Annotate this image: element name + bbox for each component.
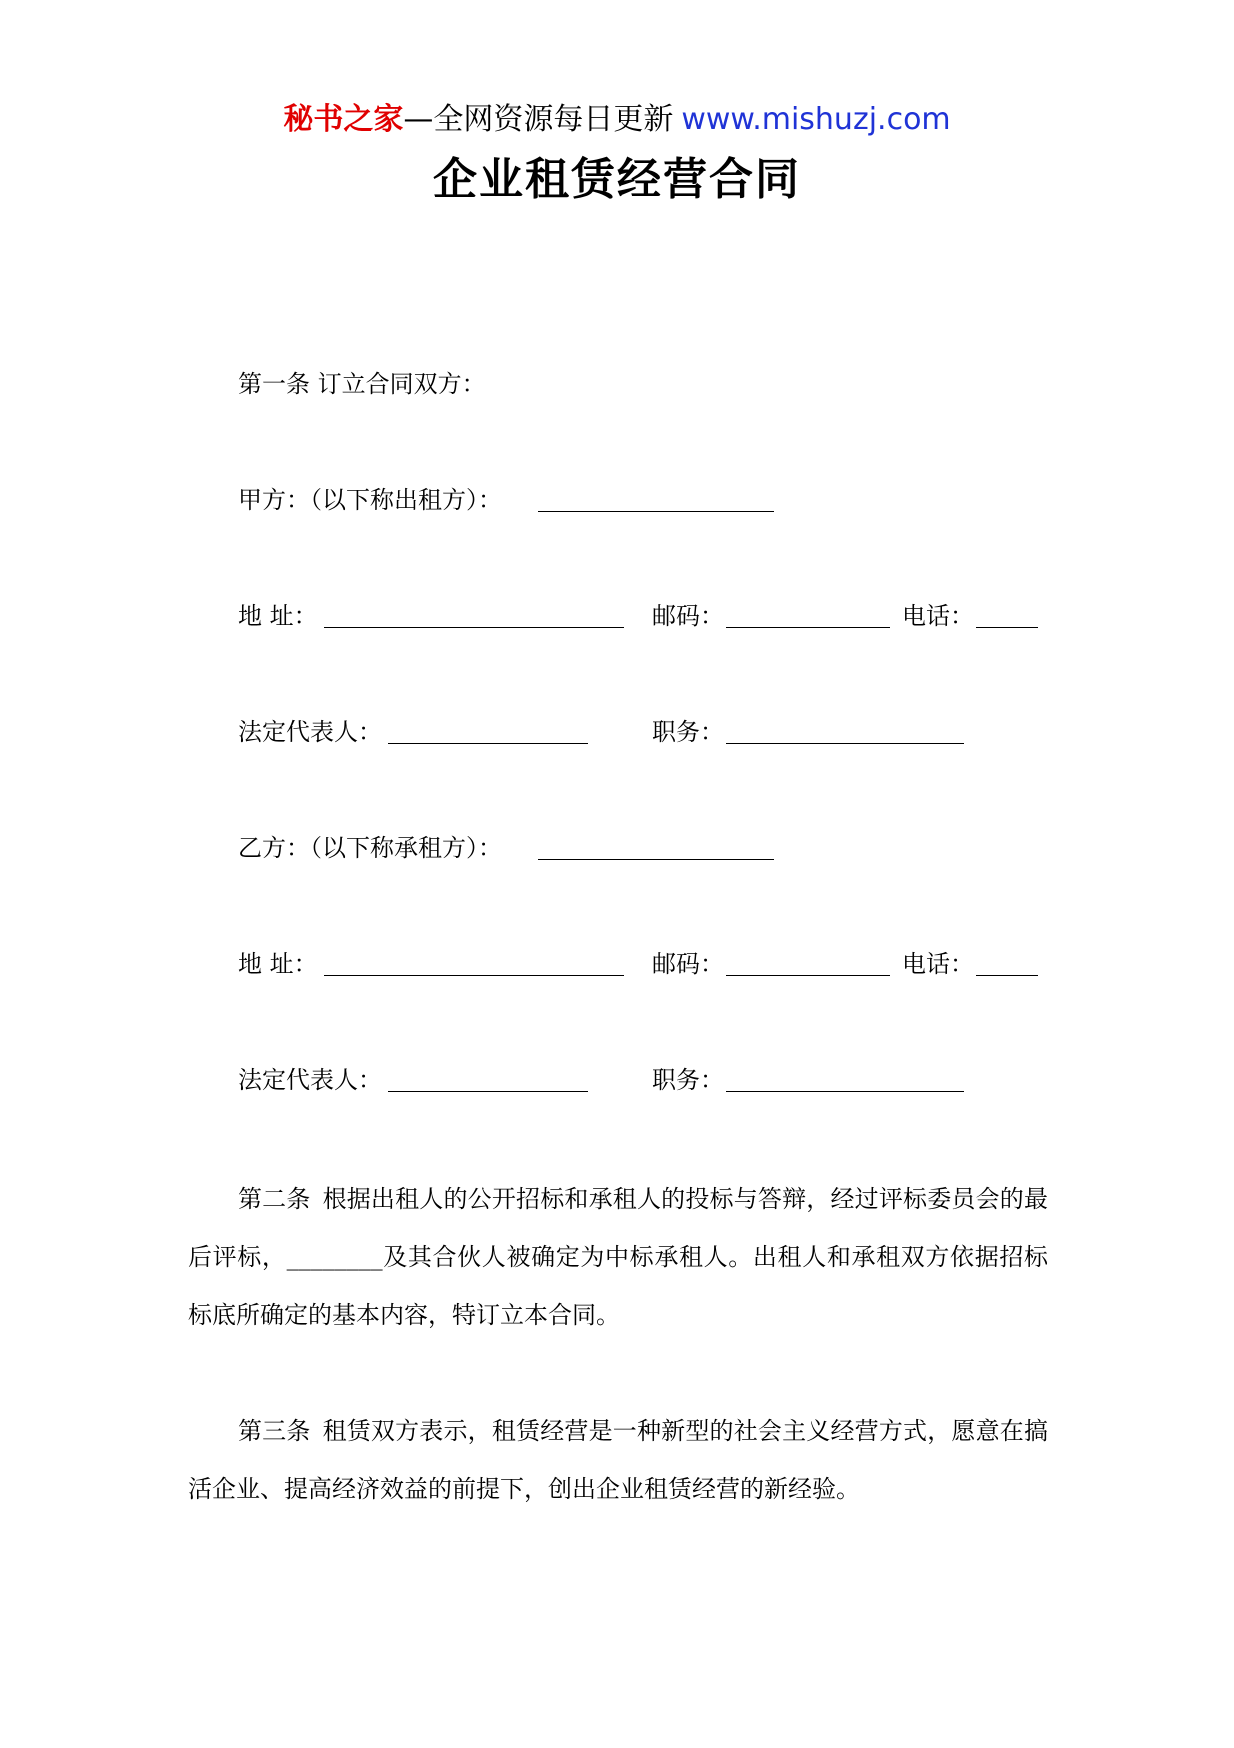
party-a-address-blank[interactable] [324,627,624,628]
party-a-postcode-label: 邮码： [652,602,724,630]
party-b-label: 乙方：（以下称承租方）： [238,834,502,862]
party-a-rep-label: 法定代表人： [238,718,382,746]
party-a-label: 甲方：（以下称出租方）： [238,486,502,514]
party-b-address-blank[interactable] [324,975,624,976]
party-b-rep-label: 法定代表人： [238,1066,382,1094]
party-b-name-blank[interactable] [538,859,774,860]
party-a-name-blank[interactable] [538,511,774,512]
article-1-heading-text: 第一条 订立合同双方： [238,370,486,398]
site-url-link[interactable]: www.mishuzj.com [681,102,951,137]
party-a-position-label: 职务： [652,718,724,746]
article-3-number: 第三条 [238,1417,311,1445]
party-a-phone-label: 电话： [902,602,974,630]
party-b-phone-blank[interactable] [976,975,1038,976]
party-b-rep-blank[interactable] [388,1091,588,1092]
article-2-number: 第二条 [238,1185,311,1213]
party-b-position-blank[interactable] [726,1091,964,1092]
party-a-phone-blank[interactable] [976,627,1038,628]
party-a-rep-blank[interactable] [388,743,588,744]
header-slogan: —全网资源每日更新 [403,102,674,137]
article-3-paragraph [188,1402,1048,1518]
party-a-address-label: 地 址： [238,602,318,630]
party-b-phone-label: 电话： [902,950,974,978]
article-2-text: 根据出租人的公开招标和承租人的投标与答辩，经过评标委员会的最后评标，________及其合伙人被确定为中标承租人。出租人和承租双方依据招标标底所确定的基本内容，特订立本合同。 [188,1185,1048,1329]
party-b-postcode-blank[interactable] [726,975,890,976]
brand-name: 秘书之家 [283,102,404,137]
party-b-position-label: 职务： [652,1066,724,1094]
party-b-postcode-label: 邮码： [652,950,724,978]
document-title: 企业租赁经营合同 [433,154,801,205]
party-a-position-blank[interactable] [726,743,964,744]
header-banner [0,100,1234,140]
party-a-postcode-blank[interactable] [726,627,890,628]
article-2-paragraph [188,1170,1048,1344]
article-3-text: 租赁双方表示，租赁经营是一种新型的社会主义经营方式，愿意在搞活企业、提高经济效益的前提下，创出企业租赁经营的新经验。 [188,1417,1048,1503]
party-b-address-label: 地 址： [238,950,318,978]
